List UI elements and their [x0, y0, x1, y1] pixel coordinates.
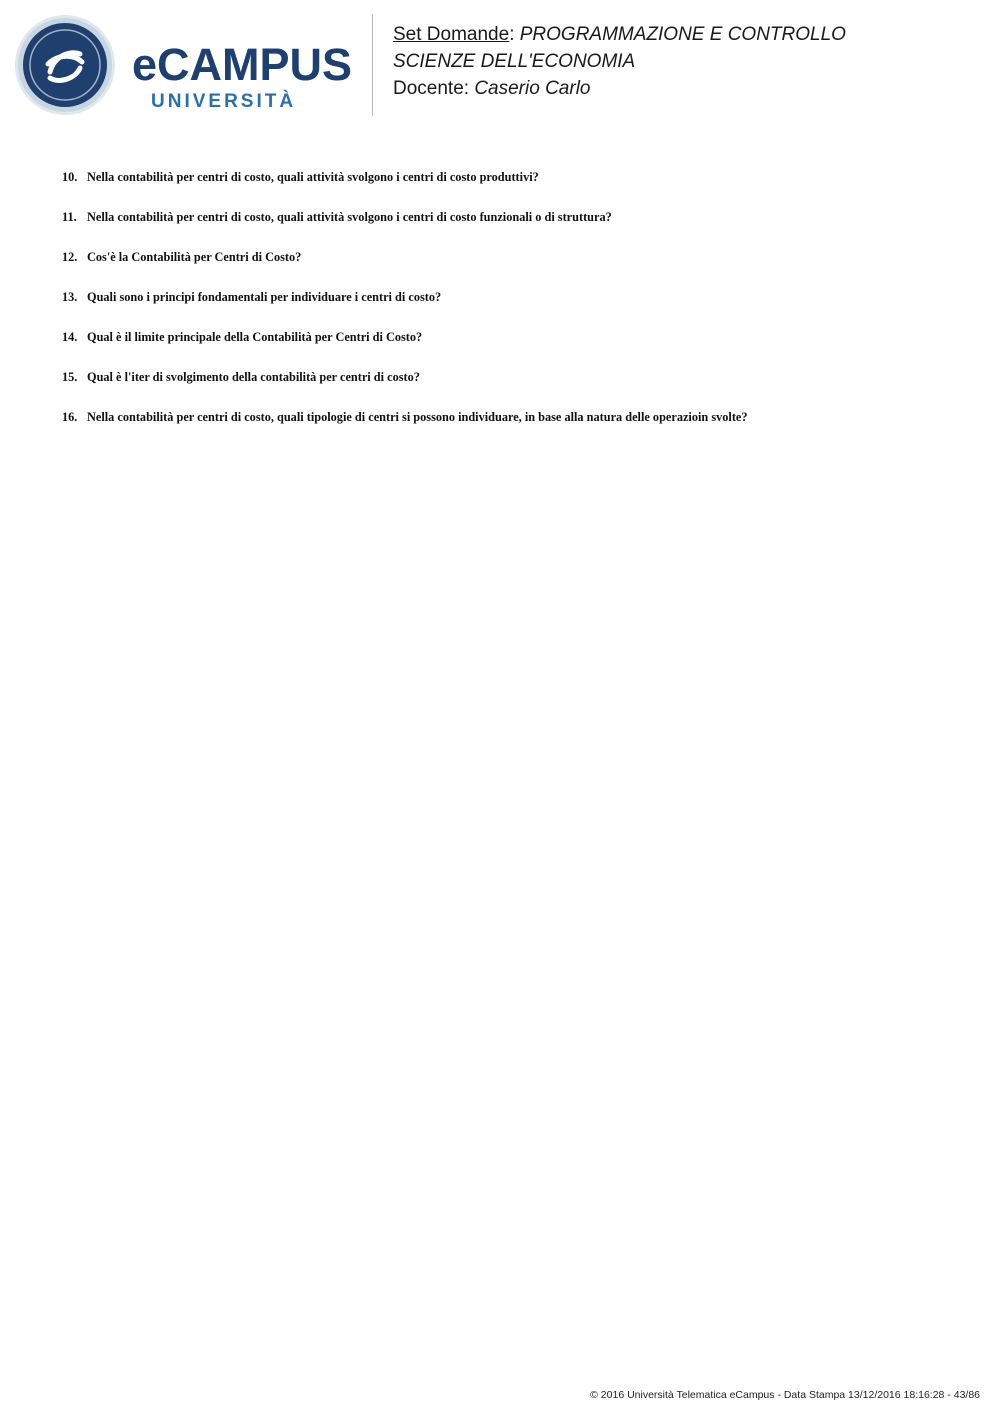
question-number: 16. — [62, 410, 78, 424]
question-text: Cos'è la Contabilità per Centri di Costo? — [87, 250, 302, 264]
course-line-1: PROGRAMMAZIONE E CONTROLLO — [519, 24, 846, 45]
question-number: 15. — [62, 370, 78, 384]
logo-wordmark: eCAMPUS — [132, 39, 353, 90]
question-list — [62, 170, 962, 450]
teacher-line — [393, 75, 846, 102]
question-text: Qual è il limite principale della Contabilità per Centri di Costo? — [87, 330, 423, 344]
question-item — [62, 370, 962, 410]
question-number: 12. — [62, 250, 78, 264]
set-label: Set Domande — [393, 24, 510, 45]
question-text: Nella contabilità per centri di costo, quali tipologie di centri si possono individuare, in base alla natura delle operazioin svolte? — [87, 410, 748, 424]
question-text: Qual è l'iter di svolgimento della contabilità per centri di costo? — [87, 370, 420, 384]
ecampus-logo-icon — [14, 14, 359, 118]
set-line — [393, 21, 846, 48]
teacher-name: Caserio Carlo — [474, 78, 591, 99]
logo-subtext: UNIVERSITÀ — [151, 91, 297, 112]
set-colon: : — [509, 24, 515, 45]
question-number: 13. — [62, 290, 78, 304]
question-item — [62, 250, 962, 290]
question-item — [62, 330, 962, 370]
teacher-label: Docente: — [393, 78, 470, 99]
question-number: 10. — [62, 170, 78, 184]
question-text: Nella contabilità per centri di costo, quali attività svolgono i centri di costo funzionali o di struttura? — [87, 210, 612, 224]
question-number: 11. — [62, 210, 77, 224]
question-text: Nella contabilità per centri di costo, quali attività svolgono i centri di costo produttivi? — [87, 170, 539, 184]
question-item — [62, 170, 962, 210]
header-info — [393, 21, 846, 102]
header-divider — [372, 14, 373, 116]
page-footer: © 2016 Università Telematica eCampus - Data Stampa 13/12/2016 18:16:28 - 43/86 — [590, 1389, 980, 1401]
ecampus-logo — [14, 14, 359, 118]
question-text: Quali sono i principi fondamentali per individuare i centri di costo? — [87, 290, 442, 304]
question-item — [62, 290, 962, 330]
question-item — [62, 410, 962, 450]
question-number: 14. — [62, 330, 78, 344]
course-line-2: SCIENZE DELL'ECONOMIA — [393, 51, 636, 72]
question-item — [62, 210, 962, 250]
